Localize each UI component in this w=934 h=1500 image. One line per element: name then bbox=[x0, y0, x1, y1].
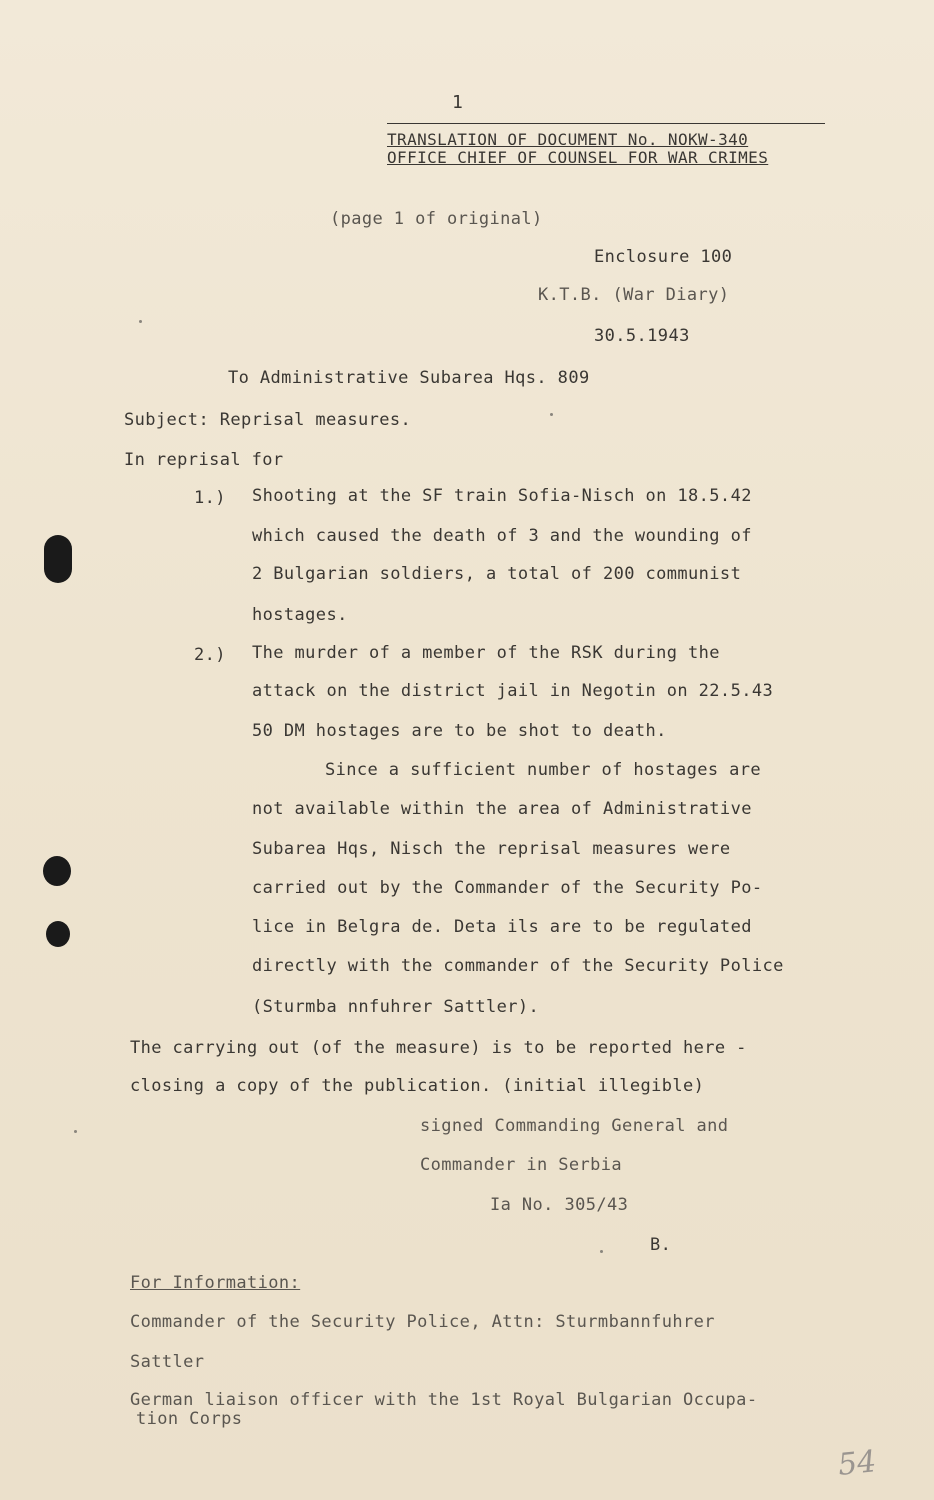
paragraph-line: not available within the area of Administrative bbox=[252, 799, 752, 819]
item-1-line: 2 Bulgarian soldiers, a total of 200 communist bbox=[252, 564, 742, 584]
closing-line: closing a copy of the publication. (initial illegible) bbox=[130, 1076, 705, 1096]
page-number: 1 bbox=[452, 92, 464, 113]
closing-line: The carrying out (of the measure) is to be reported here - bbox=[130, 1038, 747, 1058]
item-1-number: 1.) bbox=[194, 488, 226, 508]
signature-line: Commander in Serbia bbox=[420, 1155, 623, 1175]
item-2-line: 50 DM hostages are to be shot to death. bbox=[252, 721, 667, 741]
item-1-line: hostages. bbox=[252, 605, 348, 625]
item-2-number: 2.) bbox=[194, 645, 226, 665]
paper-speck bbox=[139, 320, 142, 323]
for-information-heading: For Information: bbox=[130, 1273, 301, 1293]
item-1-line: Shooting at the SF train Sofia-Nisch on 18.5.42 bbox=[252, 486, 752, 506]
distribution-line: Commander of the Security Police, Attn: Sturmbannfuhrer bbox=[130, 1312, 715, 1332]
handwritten-page-number: 54 bbox=[836, 1444, 878, 1483]
document-date: 30.5.1943 bbox=[594, 326, 690, 346]
addressee: To Administrative Subarea Hqs. 809 bbox=[228, 368, 590, 388]
signature-initial: B. bbox=[650, 1235, 672, 1255]
intro-line: In reprisal for bbox=[124, 450, 284, 470]
signature-line: signed Commanding General and bbox=[420, 1116, 729, 1136]
paragraph-line: carried out by the Commander of the Security Po- bbox=[252, 878, 763, 898]
paragraph-line: (Sturmba nnfuhrer Sattler). bbox=[252, 997, 540, 1017]
reference-number: Ia No. 305/43 bbox=[490, 1195, 629, 1215]
item-2-line: attack on the district jail in Negotin on 22.5.43 bbox=[252, 681, 774, 701]
item-2-line: The murder of a member of the RSK during the bbox=[252, 643, 720, 663]
translation-header: TRANSLATION OF DOCUMENT No. NOKW-340 bbox=[387, 130, 749, 149]
distribution-line: tion Corps bbox=[136, 1409, 243, 1429]
paper-speck bbox=[600, 1250, 603, 1253]
paragraph-line: Since a sufficient number of hostages are bbox=[325, 760, 762, 780]
distribution-line: German liaison officer with the 1st Royal Bulgarian Occupa- bbox=[130, 1390, 758, 1410]
distribution-line: Sattler bbox=[130, 1352, 205, 1372]
header-rule bbox=[387, 123, 825, 124]
punch-hole bbox=[44, 535, 72, 583]
paragraph-line: Subarea Hqs, Nisch the reprisal measures were bbox=[252, 839, 731, 859]
office-header: OFFICE CHIEF OF COUNSEL FOR WAR CRIMES bbox=[387, 148, 769, 167]
paragraph-line: directly with the commander of the Security Police bbox=[252, 956, 784, 976]
paper-speck bbox=[74, 1130, 77, 1133]
war-diary-label: K.T.B. (War Diary) bbox=[538, 285, 730, 305]
item-1-line: which caused the death of 3 and the wounding of bbox=[252, 526, 752, 546]
page-reference: (page 1 of original) bbox=[330, 209, 543, 229]
subject-line: Subject: Reprisal measures. bbox=[124, 410, 412, 430]
punch-hole bbox=[43, 856, 71, 886]
paper-speck bbox=[550, 413, 553, 416]
paragraph-line: lice in Belgra de. Deta ils are to be regulated bbox=[252, 917, 752, 937]
punch-hole bbox=[46, 921, 70, 947]
enclosure-label: Enclosure 100 bbox=[594, 247, 733, 267]
